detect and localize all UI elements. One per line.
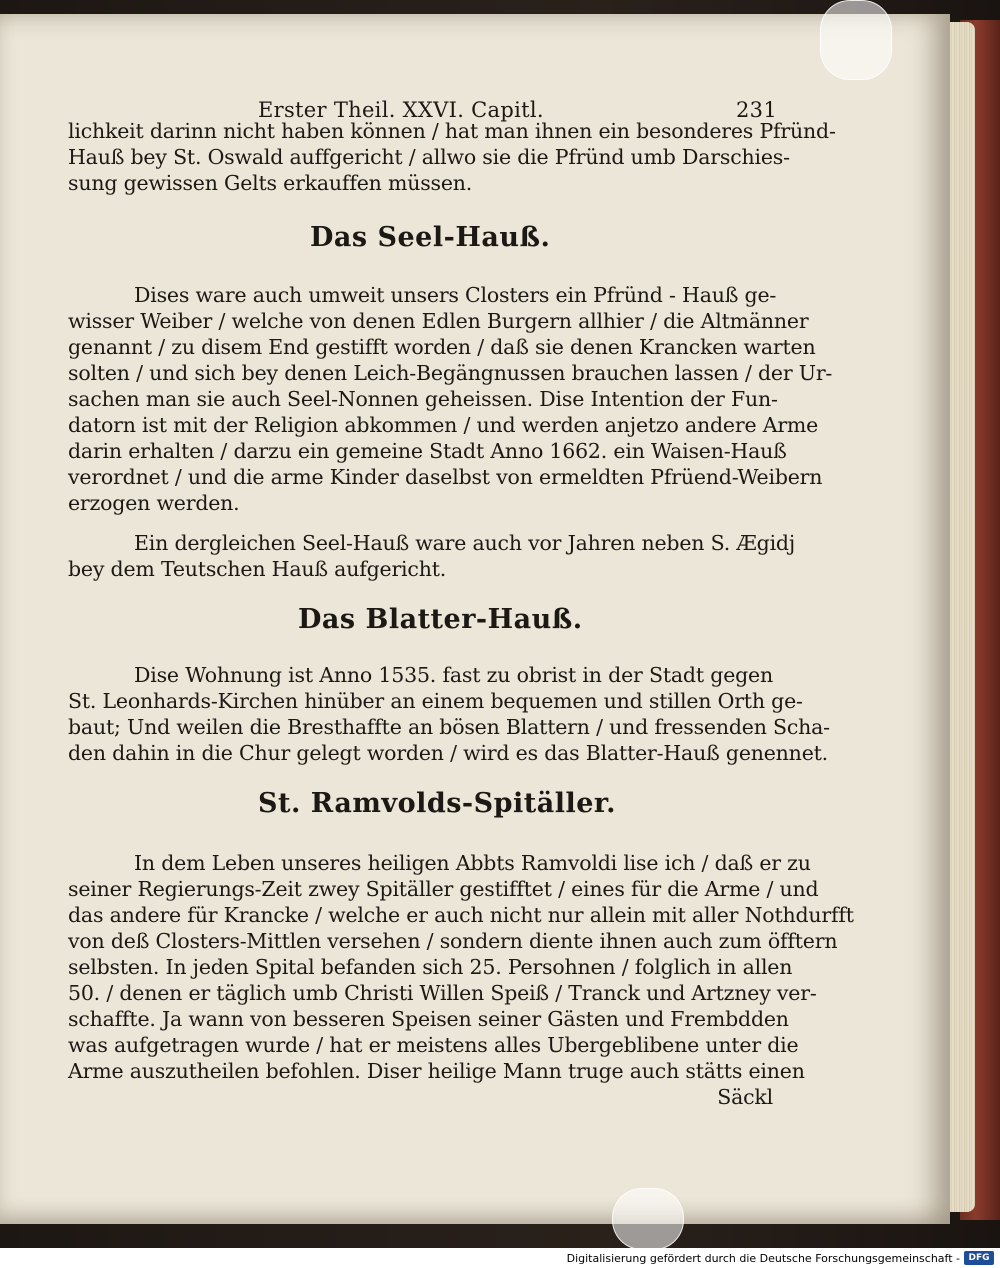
text-line: Arme auszutheilen befohlen. Diser heilige Mann truge auch stätts einen xyxy=(68,1059,805,1083)
text-line: wisser Weiber / welche von denen Edlen Burgern allhier / die Altmänner xyxy=(68,309,809,333)
page-text xyxy=(0,14,950,1224)
text-line: schaffte. Ja wann von besseren Speisen seiner Gästen und Frembdden xyxy=(68,1007,789,1031)
text-line: erzogen werden. xyxy=(68,491,240,515)
page-number: 231 xyxy=(736,98,777,122)
text-line: datorn ist mit der Religion abkommen / und werden anjetzo andere Arme xyxy=(68,413,819,437)
text-line: Dises ware auch umweit unsers Closters ein Pfründ - Hauß ge- xyxy=(134,283,777,307)
page-clip-bottom xyxy=(612,1188,684,1250)
section-heading: St. Ramvolds-Spitäller. xyxy=(258,788,617,819)
text-line: genannt / zu disem End gestifft worden / daß sie denen Krancken warten xyxy=(68,335,816,359)
text-line: sachen man sie auch Seel-Nonnen geheissen. Dise Intention der Fun- xyxy=(68,387,778,411)
dfg-logo: DFG xyxy=(964,1251,994,1265)
funding-credit: Digitalisierung gefördert durch die Deutsche Forschungsgemeinschaft - xyxy=(566,1252,960,1265)
text-line: Dise Wohnung ist Anno 1535. fast zu obrist in der Stadt gegen xyxy=(134,663,773,687)
text-line: verordnet / und die arme Kinder daselbst von ermeldten Pfrüend-Weibern xyxy=(68,465,823,489)
text-line: bey dem Teutschen Hauß aufgericht. xyxy=(68,557,447,581)
book-page xyxy=(0,14,950,1224)
text-line: selbsten. In jeden Spital befanden sich 25. Persohnen / folglich in allen xyxy=(68,955,793,979)
text-line: seiner Regierungs-Zeit zwey Spitäller gestifftet / eines für die Arme / und xyxy=(68,877,819,901)
text-line: was aufgetragen wurde / hat er meistens alles Ubergeblibene unter die xyxy=(68,1033,799,1057)
text-line: das andere für Krancke / welche er auch nicht nur allein mit aller Nothdurfft xyxy=(68,903,854,927)
text-line: baut; Und weilen die Bresthaffte an bösen Blattern / und fressenden Scha- xyxy=(68,715,830,739)
running-title: Erster Theil. XXVI. Capitl. xyxy=(258,98,544,122)
section-heading: Das Seel-Hauß. xyxy=(310,222,551,253)
digitization-footer xyxy=(0,1248,1000,1268)
text-line: Hauß bey St. Oswald auffgericht / allwo sie die Pfründ umb Darschies- xyxy=(68,145,790,169)
text-line: In dem Leben unseres heiligen Abbts Ramvoldi lise ich / daß er zu xyxy=(134,851,811,875)
catchword: Säckl xyxy=(717,1085,773,1109)
section-heading: Das Blatter-Hauß. xyxy=(298,604,583,635)
text-line: solten / und sich bey denen Leich-Begängnussen brauchen lassen / der Ur- xyxy=(68,361,833,385)
page-clip-top xyxy=(820,0,892,80)
text-line: den dahin in die Chur gelegt worden / wird es das Blatter-Hauß genennet. xyxy=(68,741,828,765)
text-line: Ein dergleichen Seel-Hauß ware auch vor Jahren neben S. Ægidj xyxy=(134,531,796,555)
text-line: lichkeit darinn nicht haben können / hat man ihnen ein besonderes Pfründ- xyxy=(68,119,836,143)
text-line: darin erhalten / darzu ein gemeine Stadt Anno 1662. ein Waisen-Hauß xyxy=(68,439,787,463)
text-line: St. Leonhards-Kirchen hinüber an einem bequemen und stillen Orth ge- xyxy=(68,689,803,713)
text-line: von deß Closters-Mittlen versehen / sondern diente ihnen auch zum öfftern xyxy=(68,929,838,953)
text-line: sung gewissen Gelts erkauffen müssen. xyxy=(68,171,473,195)
text-line: 50. / denen er täglich umb Christi Willen Speiß / Tranck und Artzney ver- xyxy=(68,981,817,1005)
